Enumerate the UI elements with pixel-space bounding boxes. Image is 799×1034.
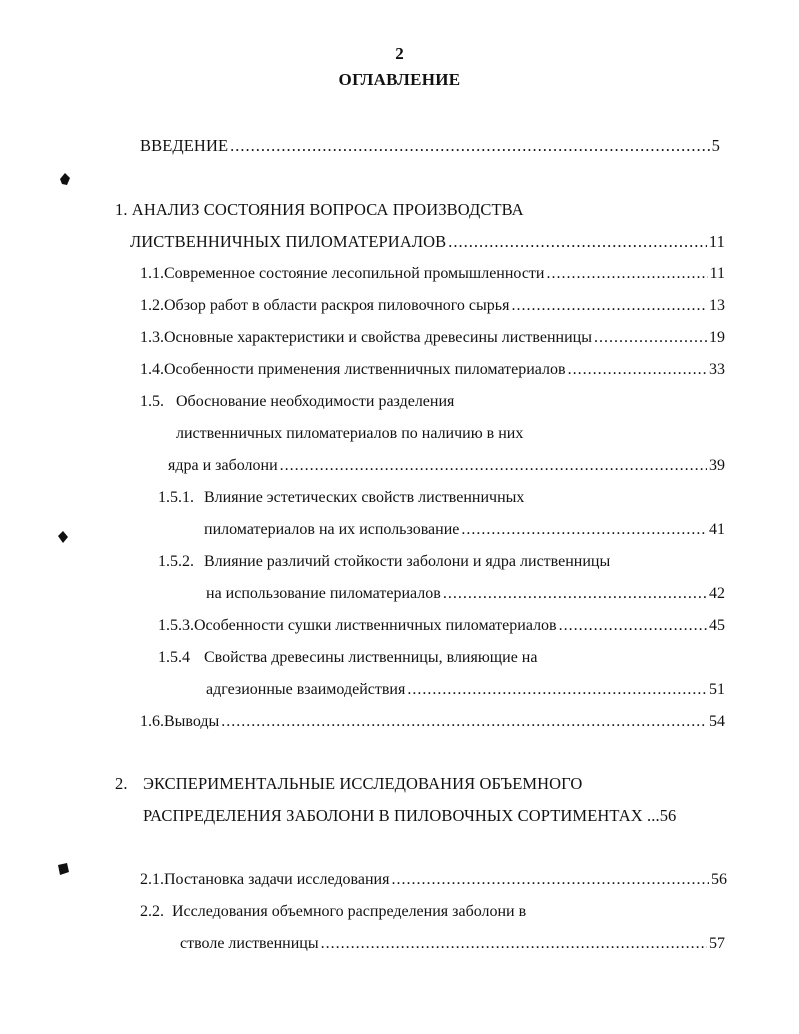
toc-entry-text: на использование пиломатериалов: [206, 585, 441, 602]
toc-section-1-5-line1[interactable]: [140, 392, 454, 412]
toc-section-number: 1.4.: [140, 361, 164, 378]
toc-entry-text: Исследования объемного распределения заболони в: [172, 903, 527, 920]
toc-entry-text: Основные характеристики и свойства древесины лиственницы: [164, 329, 592, 346]
toc-entry-page: 13: [709, 297, 725, 314]
toc-entry-page: 19: [709, 329, 725, 346]
toc-section-number: 1.5.2.: [158, 553, 194, 570]
toc-entry-text: ЛИСТВЕННИЧНЫХ ПИЛОМАТЕРИАЛОВ: [130, 232, 447, 251]
toc-section-number: 2.1.: [140, 871, 164, 888]
leader-dots: [448, 232, 707, 252]
toc-entry-text: ядра и заболони: [168, 457, 278, 474]
toc-entry-text: ЭКСПЕРИМЕНТАЛЬНЫЕ ИССЛЕДОВАНИЯ ОБЪЕМНОГО: [143, 774, 583, 793]
toc-chapter-2[interactable]: [143, 806, 676, 826]
toc-entry-page: 56: [711, 871, 727, 888]
toc-section-number: 1.2.: [140, 297, 164, 314]
toc-entry-text: Обзор работ в области раскроя пиловочного сырья: [164, 297, 510, 314]
toc-section-number: 1.5.3.: [158, 617, 194, 634]
toc-entry-text: адгезионные взаимодействия: [206, 681, 406, 698]
toc-subsection-1-5-4-line1[interactable]: [158, 648, 537, 668]
margin-mark-3-icon: [56, 862, 70, 876]
toc-entry-text: Свойства древесины лиственницы, влияющие на: [204, 649, 538, 666]
toc-section-number: 1.5.1.: [158, 489, 194, 506]
toc-subsection-1-5-2-line1[interactable]: [158, 552, 610, 572]
toc-section-1-5-line2[interactable]: лиственничных пиломатериалов по наличию в них: [176, 425, 524, 442]
leader-dots: [546, 264, 707, 284]
toc-subsection-1-5-3[interactable]: [158, 616, 725, 636]
toc-section-number: 2.: [115, 774, 128, 793]
toc-section-2-1[interactable]: [140, 870, 727, 890]
toc-entry-page: 39: [709, 457, 725, 474]
toc-chapter-2-title-line1[interactable]: [115, 774, 582, 794]
toc-section-1-2[interactable]: [140, 296, 725, 316]
toc-subsection-1-5-1-line1[interactable]: [158, 488, 524, 508]
toc-entry-text: РАСПРЕДЕЛЕНИЯ ЗАБОЛОНИ В ПИЛОВОЧНЫХ СОРТИМЕНТАХ ...: [143, 806, 660, 825]
toc-section-number: 2.2.: [140, 903, 164, 920]
leader-dots: [568, 360, 707, 380]
toc-entry-page: 56: [659, 806, 677, 825]
toc-chapter-1-title-line1[interactable]: 1. АНАЛИЗ СОСТОЯНИЯ ВОПРОСА ПРОИЗВОДСТВА: [115, 200, 524, 219]
toc-section-2-2-line1[interactable]: [140, 902, 526, 922]
margin-mark-1-icon: [58, 172, 72, 186]
toc-entry-page: 45: [709, 617, 725, 634]
toc-entry-page: 42: [709, 585, 725, 602]
toc-section-number: 1.3.: [140, 329, 164, 346]
toc-section-1-5[interactable]: [168, 456, 725, 476]
toc-subsection-1-5-2[interactable]: [206, 584, 725, 604]
leader-dots: [221, 712, 707, 732]
toc-entry-text: Особенности применения лиственничных пиломатериалов: [164, 361, 566, 378]
toc-section-1-4[interactable]: [140, 360, 725, 380]
toc-section-1-6[interactable]: [140, 712, 725, 732]
toc-entry-page: 5: [711, 136, 720, 155]
toc-entry-page: 11: [708, 232, 725, 251]
toc-entry-page: 57: [709, 935, 725, 952]
toc-entry-text: стволе лиственницы: [180, 935, 319, 952]
toc-title: ОГЛАВЛЕНИЕ: [338, 70, 461, 89]
page-number: 2: [395, 44, 404, 63]
toc-entry-text: Влияние эстетических свойств лиственничных: [204, 489, 525, 506]
toc-entry-intro[interactable]: [140, 136, 720, 156]
leader-dots: [461, 520, 707, 540]
toc-section-number: 1.5.: [140, 393, 164, 410]
toc-entry-page: 11: [709, 265, 725, 282]
leader-dots: [321, 934, 707, 954]
toc-entry-page: 51: [709, 681, 725, 698]
toc-section-1-3[interactable]: [140, 328, 725, 348]
toc-entry-page: 41: [709, 521, 725, 538]
toc-subsection-1-5-1[interactable]: [204, 520, 725, 540]
toc-entry-text: ВВЕДЕНИЕ: [140, 136, 229, 155]
leader-dots: [511, 296, 707, 316]
toc-entry-text: пиломатериалов на их использование: [204, 521, 460, 538]
leader-dots: [230, 136, 710, 156]
toc-entry-text: Особенности сушки лиственничных пиломатериалов: [194, 617, 557, 634]
toc-entry-page: 33: [709, 361, 725, 378]
leader-dots: [407, 680, 707, 700]
toc-entry-text: Выводы: [164, 713, 220, 730]
toc-section-number: 1.1.: [140, 265, 164, 282]
toc-entry-text: Влияние различий стойкости заболони и ядра лиственницы: [204, 553, 611, 570]
toc-chapter-1[interactable]: [130, 232, 725, 252]
toc-entry-page: 54: [709, 713, 725, 730]
leader-dots: [594, 328, 707, 348]
toc-entry-text: Обоснование необходимости разделения: [176, 393, 455, 410]
leader-dots: [559, 616, 707, 636]
leader-dots: [443, 584, 707, 604]
toc-section-number: 1.6.: [140, 713, 164, 730]
leader-dots: [391, 870, 709, 890]
toc-subsection-1-5-4[interactable]: [206, 680, 725, 700]
toc-section-number: 1.5.4: [158, 649, 190, 666]
toc-entry-text: Современное состояние лесопильной промышленности: [164, 265, 545, 282]
leader-dots: [280, 456, 707, 476]
toc-section-1-1[interactable]: [140, 264, 725, 284]
toc-section-2-2[interactable]: [180, 934, 725, 954]
toc-entry-text: Постановка задачи исследования: [164, 871, 390, 888]
margin-mark-2-icon: [56, 530, 70, 544]
